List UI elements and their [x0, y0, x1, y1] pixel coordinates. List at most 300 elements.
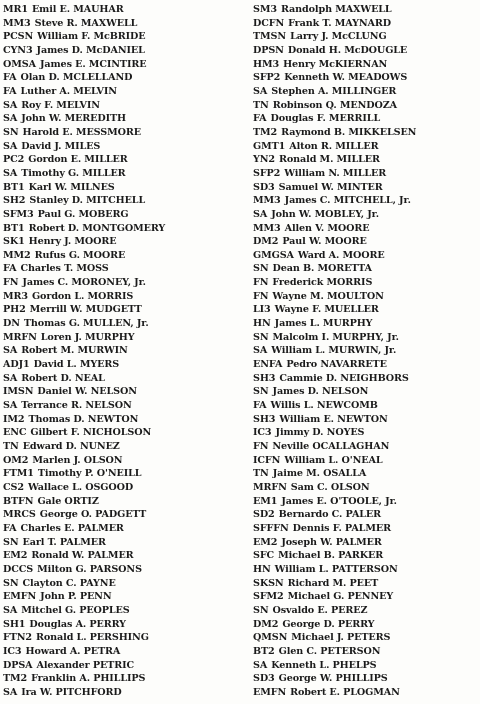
roster-entry-rank: QMSN [253, 632, 288, 644]
roster-entry-rank: SFP2 [253, 167, 281, 179]
roster-entry-name: Merrill W. MUDGETT [29, 304, 142, 316]
roster-entry-rank: SA [3, 400, 18, 412]
roster-entry [3, 645, 241, 659]
roster-entry [253, 426, 478, 440]
roster-entry [253, 85, 478, 99]
roster-entry [253, 440, 478, 454]
roster-entry-name: Mitchel G. PEOPLES [21, 604, 130, 616]
roster-entry-name: Bernardo C. PALER [278, 509, 382, 521]
roster-entry-rank: SFC [253, 550, 275, 562]
roster-entry-rank: PCSN [3, 31, 34, 43]
roster-entry-name: George D. PERRY [282, 618, 375, 630]
roster-entry-rank: DPSA [3, 659, 33, 671]
roster-entry-rank: IMSN [3, 386, 34, 398]
roster-entry-rank: SA [3, 99, 18, 111]
roster-entry [3, 467, 241, 481]
roster-entry-name: Daniel W. NELSON [37, 386, 137, 398]
roster-entry [3, 563, 241, 577]
roster-entry-name: Marlen J. OLSON [32, 454, 123, 466]
roster-entry-rank: TN [253, 468, 269, 480]
roster-entry [3, 454, 241, 468]
roster-entry-name: Harold E. MESSMORE [22, 126, 141, 138]
roster-entry-rank: SH3 [253, 372, 276, 384]
roster-entry-rank: IC3 [3, 645, 22, 657]
roster-entry-rank: MRFN [253, 481, 287, 493]
roster-entry-rank: EM2 [3, 550, 28, 562]
roster-entry [3, 399, 241, 413]
roster-entry-name: Luther A. MELVIN [20, 85, 117, 97]
roster-entry-name: Paul W. MOORE [282, 236, 367, 248]
roster-entry-name: Karl W. MILNES [28, 181, 115, 193]
roster-entry-rank: DCCS [3, 563, 34, 575]
roster-entry-name: Jaime M. OSALLA [272, 468, 367, 480]
roster-entry-name: Robert M. MURWIN [21, 345, 128, 357]
roster-entry-name: Dennis F. PALMER [292, 522, 391, 534]
roster-entry [253, 140, 478, 154]
roster-entry [253, 454, 478, 468]
roster-entry [3, 303, 241, 317]
roster-entry [3, 44, 241, 58]
roster-entry [3, 167, 241, 181]
roster-entry-rank: GMGSA [253, 249, 294, 261]
roster-entry-rank: SD3 [253, 673, 275, 685]
roster-entry [3, 153, 241, 167]
roster-entry-name: Steve R. MAXWELL [34, 17, 138, 29]
roster-entry [253, 399, 478, 413]
roster-entry-rank: DM2 [253, 618, 279, 630]
roster-entry [3, 194, 241, 208]
roster-entry [3, 495, 241, 509]
roster-entry-rank: SA [253, 85, 268, 97]
roster-entry-rank: SA [253, 659, 268, 671]
roster-entry-rank: DM2 [253, 236, 279, 248]
roster-entry-rank: SA [3, 604, 18, 616]
roster-entry-name: Edward D. NUNEZ [22, 441, 120, 452]
roster-entry [3, 577, 241, 591]
roster-entry-rank: SH3 [253, 413, 276, 425]
roster-entry-rank: MRFN [3, 331, 37, 343]
roster-entry [3, 140, 241, 154]
roster-entry [253, 276, 478, 290]
roster-entry-rank: DPSN [253, 44, 284, 56]
roster-entry-rank: SA [3, 686, 18, 698]
roster-entry [253, 358, 478, 372]
roster-entry [3, 249, 241, 263]
roster-entry-name: Pedro NAVARRETE [286, 359, 387, 371]
roster-entry [253, 495, 478, 509]
roster-entry-rank: IM2 [3, 413, 25, 425]
roster-entry-name: Terrance R. NELSON [21, 400, 132, 412]
roster-entry-name: Osvaldo E. PEREZ [272, 604, 368, 616]
roster-entry-rank: PH2 [3, 304, 26, 316]
roster-entry-name: Wallace L. OSGOOD [27, 481, 134, 493]
roster-entry [253, 44, 478, 58]
roster-entry-rank: BT2 [253, 645, 275, 657]
roster-entry-name: William F. McBRIDE [37, 31, 146, 43]
roster-entry [3, 549, 241, 563]
roster-entry-rank: SA [3, 345, 18, 357]
roster-entry-name: Wayne M. MOULTON [272, 290, 384, 302]
roster-entry-name: Douglas A. PERRY [29, 618, 126, 630]
roster-entry-rank: ICFN [253, 454, 281, 466]
roster-entry-rank: GMT1 [253, 140, 286, 152]
roster-entry-rank: SA [3, 113, 18, 125]
roster-entry [3, 522, 241, 536]
roster-entry-name: Kenneth W. MEADOWS [284, 72, 408, 84]
roster-entry-rank: CYN3 [3, 44, 33, 56]
roster-entry-rank: SA [253, 345, 268, 357]
roster-entry [253, 631, 478, 645]
roster-entry-name: Emil E. MAUHAR [31, 4, 124, 15]
roster-entry-rank: BT1 [3, 222, 25, 234]
roster-entry-rank: FTN2 [3, 632, 32, 644]
roster-entry-rank: SN [253, 263, 269, 275]
roster-entry [253, 344, 478, 358]
roster-entry-rank: MM2 [3, 249, 31, 261]
roster-entry-rank: EMFN [3, 591, 37, 603]
roster-entry [253, 618, 478, 632]
roster-entry-rank: DN [3, 318, 20, 330]
roster-entry-name: Robert D. NEAL [21, 372, 105, 384]
roster-entry-name: Thomas D. NEWTON [28, 413, 139, 425]
roster-entry-name: Charles E. PALMER [20, 522, 124, 534]
roster-entry-rank: MM3 [253, 222, 281, 234]
roster-entry [3, 3, 241, 17]
roster-entry [3, 413, 241, 427]
roster-entry-name: Roy F. MELVIN [21, 99, 100, 111]
roster-entry-rank: HN [253, 318, 271, 330]
roster-entry [3, 262, 241, 276]
roster-entry-rank: MM3 [253, 195, 281, 207]
roster-entry-name: David J. MILES [21, 140, 101, 152]
roster-entry-name: Robinson Q. MENDOZA [272, 99, 398, 111]
roster-entry [3, 618, 241, 632]
roster-entry-name: William L. PATTERSON [274, 563, 398, 575]
roster-entry [253, 467, 478, 481]
roster-entry-name: Michael J. PETERS [291, 632, 391, 644]
roster-entry [3, 317, 241, 331]
roster-entry-name: Ira W. PITCHFORD [21, 686, 122, 698]
roster-entry [253, 30, 478, 44]
roster-entry-name: Joseph W. PALMER [281, 536, 382, 548]
roster-entry-rank: SA [3, 167, 18, 179]
roster-entry-name: Neville OCALLAGHAN [272, 441, 390, 452]
roster-entry-name: Henry McKIERNAN [283, 58, 388, 70]
roster-entry-name: William N. MILLER [284, 167, 387, 179]
roster-entry-rank: MR3 [3, 290, 28, 302]
roster-entry [253, 536, 478, 550]
roster-entry-name: Frank T. MAYNARD [288, 17, 391, 29]
roster-entry-rank: BT1 [3, 181, 25, 193]
roster-entry-rank: TMSN [253, 31, 287, 43]
roster-entry-name: David L. MYERS [33, 359, 120, 371]
roster-entry-name: William L. O'NEAL [284, 454, 383, 466]
roster-entry [3, 112, 241, 126]
roster-entry-rank: CS2 [3, 481, 24, 493]
roster-entry-name: Franklin A. PHILLIPS [31, 673, 146, 685]
roster-entry-rank: OMSA [3, 58, 36, 70]
roster-entry [3, 290, 241, 304]
roster-entry [3, 344, 241, 358]
roster-entry [253, 167, 478, 181]
roster-entry-rank: HN [253, 563, 271, 575]
roster-entry-rank: FA [253, 400, 267, 412]
roster-entry [253, 249, 478, 263]
roster-entry-name: Glen C. PETERSON [278, 645, 381, 657]
roster-entry-rank: TM2 [3, 673, 28, 685]
roster-entry-rank: FA [253, 113, 267, 125]
roster-entry-rank: DCFN [253, 17, 285, 29]
roster-entry [253, 71, 478, 85]
roster-entry-name: Milton G. PARSONS [37, 563, 142, 575]
roster-entry-name: Stephen A. MILLINGER [271, 85, 397, 97]
roster-entry [253, 522, 478, 536]
roster-entry [253, 303, 478, 317]
roster-entry-rank: SN [253, 604, 269, 616]
roster-entry [3, 85, 241, 99]
roster-entry-rank: SA [3, 372, 18, 384]
roster-entry-rank: TN [3, 441, 19, 452]
roster-entry [253, 112, 478, 126]
roster-entry-name: Frederick MORRIS [272, 277, 373, 289]
roster-entry-name: Sam C. OLSON [290, 481, 370, 493]
roster-entry-name: Richard M. PEET [287, 577, 379, 589]
roster-entry [253, 385, 478, 399]
roster-entry-name: Rufus G. MOORE [34, 249, 126, 261]
roster-entry [3, 440, 241, 454]
roster-entry [253, 372, 478, 386]
roster-entry-name: Ronald M. MILLER [279, 154, 380, 166]
roster-entry-rank: IC3 [253, 427, 272, 439]
roster-entry-rank: MM3 [3, 17, 31, 29]
roster-entry-rank: SN [3, 577, 19, 589]
roster-entry-name: Willis L. NEWCOMB [270, 400, 378, 412]
roster-entry-name: Timothy G. MILLER [21, 167, 126, 179]
roster-entry [253, 590, 478, 604]
roster-entry-name: Robert E. PLOGMAN [290, 686, 400, 698]
roster-entry [3, 58, 241, 72]
roster-entry [253, 262, 478, 276]
roster-entry-name: Clayton C. PAYNE [22, 577, 116, 589]
roster-entry [253, 126, 478, 140]
roster-entry [253, 194, 478, 208]
roster-entry-name: Robert D. MONTGOMERY [28, 222, 166, 234]
roster-entry [3, 686, 241, 700]
roster-entry [3, 17, 241, 31]
roster-column-right [253, 3, 478, 699]
roster-entry-name: Michael B. PARKER [278, 550, 384, 562]
roster-entry-rank: TM2 [253, 126, 278, 138]
roster-entry [253, 481, 478, 495]
roster-entry [253, 645, 478, 659]
roster-entry-rank: OM2 [3, 454, 29, 466]
roster-entry-rank: SH1 [3, 618, 26, 630]
roster-entry [3, 358, 241, 372]
roster-entry-name: Stanley D. MITCHELL [29, 195, 146, 207]
roster-entry [253, 99, 478, 113]
roster-entry [253, 181, 478, 195]
roster-entry-name: William L. MURWIN, Jr. [271, 345, 397, 357]
roster-entry-name: John W. MOBLEY, Jr. [271, 208, 379, 220]
roster-entry-rank: SA [3, 140, 18, 152]
roster-entry-rank: PC2 [3, 154, 25, 166]
roster-entry [253, 331, 478, 345]
roster-entry-name: Jimmy D. NOYES [275, 427, 365, 439]
roster-entry-rank: SN [3, 126, 19, 138]
roster-entry [3, 631, 241, 645]
roster-entry-rank: MRCS [3, 509, 36, 521]
roster-entry-name: Dean B. MORETTA [272, 263, 372, 275]
roster-entry-name: Gilbert F. NICHOLSON [30, 427, 152, 439]
roster-entry-rank: BTFN [3, 495, 34, 507]
roster-entry-name: Gordon E. MILLER [28, 154, 128, 166]
roster-entry-name: Ronald W. PALMER [31, 550, 134, 562]
roster-entry-rank: ADJ1 [3, 359, 30, 371]
roster-entry [3, 385, 241, 399]
roster-entry-rank: FN [253, 290, 269, 302]
roster-entry-name: John W. MEREDITH [21, 113, 127, 125]
roster-entry-name: Henry J. MOORE [28, 236, 117, 248]
roster-entry-name: Olan D. MCLELLAND [20, 72, 133, 84]
roster-entry-name: James E. MCINTIRE [39, 58, 147, 70]
roster-entry [253, 604, 478, 618]
roster-entry [3, 222, 241, 236]
roster-entry-name: Paul G. MOBERG [37, 208, 129, 220]
roster-entry-name: Randolph MAXWELL [280, 4, 392, 15]
roster-entry [3, 126, 241, 140]
roster-entry-name: William E. NEWTON [279, 413, 388, 425]
roster-entry-name: James E. O'TOOLE, Jr. [281, 495, 397, 507]
roster-entry-rank: SK1 [3, 236, 25, 248]
roster-entry-name: Donald H. McDOUGLE [287, 44, 408, 56]
roster-entry-rank: ENC [3, 427, 27, 439]
roster-entry-name: James L. MURPHY [274, 318, 373, 330]
roster-entry-name: James D. NELSON [272, 386, 369, 398]
roster-entry [3, 672, 241, 686]
roster-entry-rank: SFFFN [253, 522, 289, 534]
roster-entry-rank: SD2 [253, 509, 275, 521]
roster-entry [253, 58, 478, 72]
roster-entry-rank: YN2 [253, 154, 275, 166]
roster-entry [3, 481, 241, 495]
roster-entry-rank: FN [3, 277, 19, 289]
roster-entry-rank: FA [3, 85, 17, 97]
roster-entry [3, 331, 241, 345]
roster-entry [253, 549, 478, 563]
roster-entry [253, 577, 478, 591]
roster-entry [3, 276, 241, 290]
roster-entry-name: James C. MORONEY, Jr. [22, 277, 146, 289]
roster-entry-rank: SH2 [3, 195, 26, 207]
roster-entry-rank: ENFA [253, 359, 283, 371]
roster-entry-name: Charles T. MOSS [20, 263, 109, 275]
roster-entry-rank: FA [3, 72, 17, 84]
roster-entry-name: Douglas F. MERRILL [270, 113, 381, 125]
roster-entry-name: Kenneth L. PHELPS [271, 659, 377, 671]
roster-entry-name: George O. PADGETT [39, 509, 147, 521]
roster-entry [3, 181, 241, 195]
roster-entry-rank: TN [253, 99, 269, 111]
roster-entry-rank: SN [3, 536, 19, 548]
roster-entry-name: Timothy P. O'NEILL [37, 468, 142, 480]
roster-entry-name: George W. PHILLIPS [278, 673, 388, 685]
roster-entry-rank: EM2 [253, 536, 278, 548]
roster-entry-rank: HM3 [253, 58, 280, 70]
roster-entry [253, 290, 478, 304]
roster-entry-name: Cammie D. NEIGHBORS [279, 372, 409, 384]
roster-entry-name: Michael G. PENNEY [287, 591, 394, 603]
roster-entry-rank: SFP2 [253, 72, 281, 84]
roster-entry [253, 3, 478, 17]
roster-entry [3, 372, 241, 386]
roster-entry-name: Wayne F. MUELLER [274, 304, 379, 316]
roster-entry-name: Gale ORTIZ [37, 495, 99, 507]
roster-entry [253, 317, 478, 331]
roster-entry [253, 686, 478, 700]
roster-entry [3, 30, 241, 44]
roster-entry [3, 99, 241, 113]
roster-entry-rank: SD3 [253, 181, 275, 193]
roster-entry [3, 208, 241, 222]
roster-entry-rank: SN [253, 386, 269, 398]
roster-entry [3, 659, 241, 673]
roster-entry-name: James C. MITCHELL, Jr. [284, 195, 411, 207]
roster-entry-name: Alton R. MILLER [289, 140, 379, 152]
roster-entry [3, 536, 241, 550]
roster-entry [3, 508, 241, 522]
roster-entry [253, 208, 478, 222]
roster-entry [253, 413, 478, 427]
roster-entry-name: Howard A. PETRA [25, 645, 121, 657]
roster-entry [3, 235, 241, 249]
roster-entry [253, 222, 478, 236]
roster-entry [253, 659, 478, 673]
roster-entry-name: Earl T. PALMER [22, 536, 106, 548]
roster-entry-rank: SKSN [253, 577, 284, 589]
roster-entry-name: Ward A. MOORE [297, 249, 385, 261]
roster-entry-name: Alexander PETRIC [36, 659, 134, 671]
roster-entry-rank: FA [3, 263, 17, 275]
roster-entry-name: James D. McDANIEL [36, 44, 145, 56]
roster-entry-rank: LI3 [253, 304, 271, 316]
roster-entry-name: Samuel W. MINTER [278, 181, 383, 193]
roster-entry [3, 426, 241, 440]
roster-entry-rank: MR1 [3, 4, 28, 15]
roster-entry-name: Larry J. McCLUNG [290, 31, 387, 43]
roster-entry [253, 508, 478, 522]
roster-entry [253, 235, 478, 249]
roster-entry-rank: SA [253, 208, 268, 220]
roster-entry-name: John P. PENN [40, 591, 112, 603]
roster-entry-name: Ronald L. PERSHING [36, 632, 149, 644]
roster-entry-rank: SFM3 [3, 208, 34, 220]
roster-entry-rank: SFM2 [253, 591, 284, 603]
roster-entry-name: Malcolm I. MURPHY, Jr. [272, 331, 399, 343]
roster-entry-rank: FN [253, 277, 269, 289]
roster-entry [3, 590, 241, 604]
roster-entry-rank: SM3 [253, 4, 277, 15]
roster-entry [253, 17, 478, 31]
roster-entry-name: Gordon L. MORRIS [31, 290, 134, 302]
roster-column-left [3, 3, 241, 699]
roster-entry [253, 153, 478, 167]
roster-entry-rank: FA [3, 522, 17, 534]
roster-entry-name: Raymond B. MIKKELSEN [281, 126, 417, 138]
roster-entry-rank: EMFN [253, 686, 287, 698]
roster-entry [253, 563, 478, 577]
roster-entry-rank: EM1 [253, 495, 278, 507]
roster-entry-rank: FTM1 [3, 468, 34, 480]
